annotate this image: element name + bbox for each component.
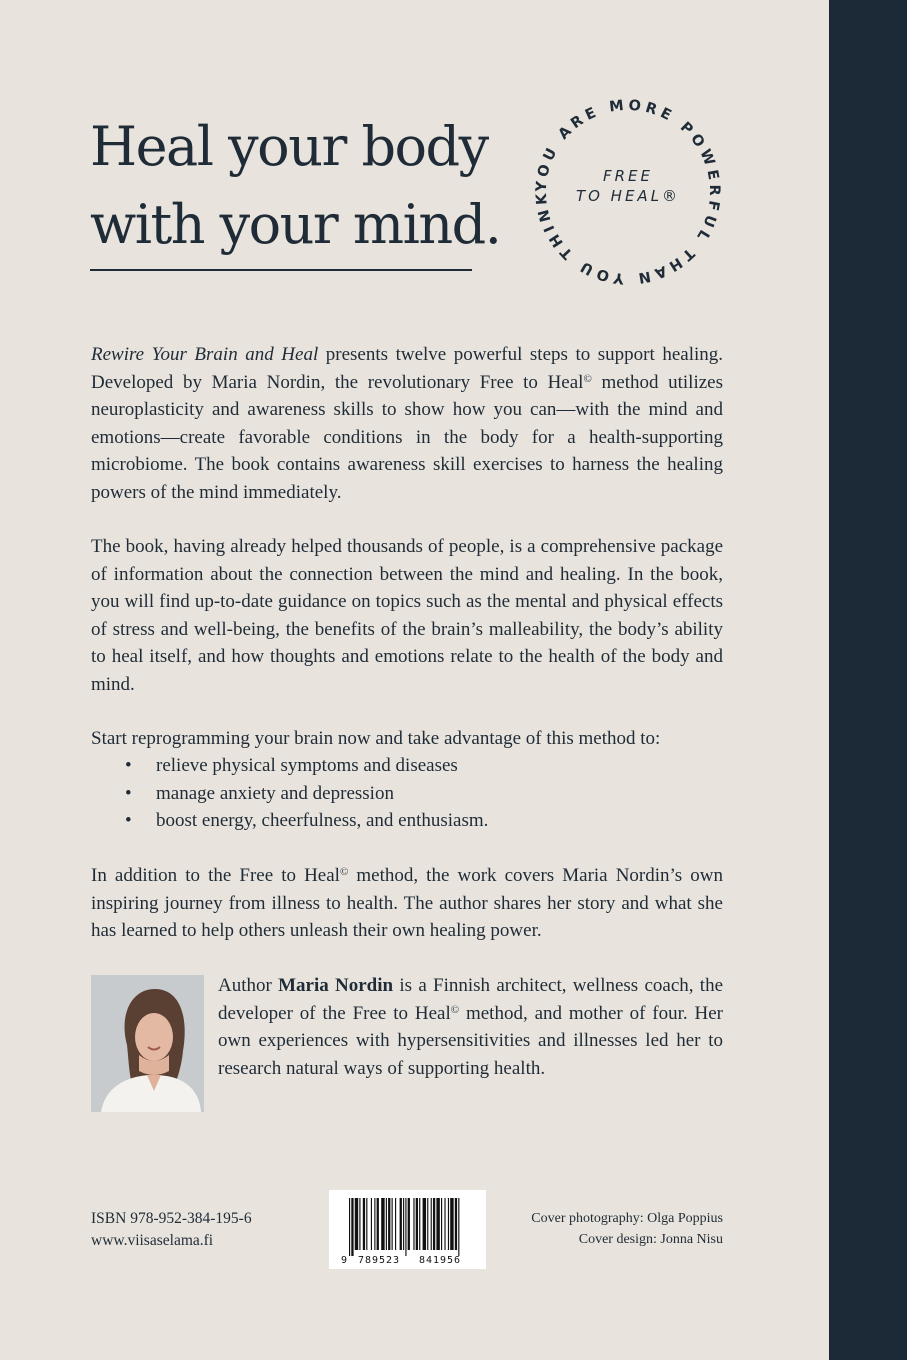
copyright-mark: © (583, 372, 592, 385)
free-to-heal-badge (518, 82, 738, 302)
paragraph-4-text-b: method, the work covers Maria Nordin’s own inspiring journey from illness to health. The author shares her story and what she has learned to help others unleash their own healing power. (91, 865, 723, 941)
benefits-list (91, 752, 723, 835)
copyright-mark: © (339, 866, 349, 878)
publisher-website: www.viisaselama.fi (91, 1232, 214, 1249)
barcode-bar (374, 1198, 375, 1250)
barcode-bar (400, 1198, 402, 1250)
barcode-bar (371, 1198, 372, 1250)
barcode-bars (349, 1198, 459, 1256)
barcode-bar (363, 1198, 365, 1250)
author-bio-prefix: Author (218, 975, 279, 996)
barcode-bar (413, 1198, 414, 1250)
description-paragraph-4 (91, 862, 723, 945)
barcode-bar (349, 1198, 350, 1256)
barcode-bar (395, 1198, 396, 1250)
author-photo (91, 975, 204, 1112)
barcode-bar (458, 1198, 459, 1256)
barcode-bar (419, 1198, 420, 1250)
headline (90, 108, 510, 264)
list-item (91, 752, 723, 780)
barcode-digit-first: 9 (341, 1255, 348, 1266)
barcode-digits-left: 789523 (357, 1255, 401, 1266)
author-bio-text-a: is a Finnish architect, wellness coach, the developer of the Free to Heal (218, 975, 724, 1024)
barcode-bar (455, 1198, 457, 1250)
barcode-bar (386, 1198, 387, 1250)
cover-design-credit: Cover design: Jonna Nisu (578, 1232, 723, 1247)
barcode-bar (408, 1198, 410, 1250)
barcode-bar (359, 1198, 360, 1250)
barcode-bar (355, 1198, 358, 1250)
description-paragraph-1 (91, 341, 723, 506)
author-portrait-graphic (91, 975, 204, 1112)
list-item (91, 807, 723, 835)
barcode-bar (366, 1198, 367, 1250)
barcode-bar (427, 1198, 428, 1250)
barcode-bar (444, 1198, 445, 1250)
book-title: Rewire Your Brain and Heal (91, 344, 319, 365)
copyright-mark: © (450, 1003, 460, 1016)
list-item (91, 780, 723, 808)
bullet-icon: • (125, 782, 132, 804)
barcode-bar (403, 1198, 404, 1250)
author-bio-text-b: method, and mother of four. Her own experiences with hypersensitivities and illnesses led her to research natural ways of supporting health. (218, 1002, 723, 1079)
description-paragraph-2: The book, having already helped thousands of people, is a comprehensive package of information about the connection between the mind and healing. In the book, you will find up-to-date guidance on topics such as the mental and physical effects of stress and well-being, the benefits of the brain’s malleability, the body’s ability to heal itself, and how thoughts and emotions relate to the health of the body and mind. (91, 536, 723, 695)
barcode-bar (381, 1198, 384, 1250)
cover-photography-credit: Cover photography: Olga Poppius (531, 1211, 723, 1226)
badge-ring-text: YOU ARE MORE POWERFUL THAN YOU THINK (533, 97, 723, 287)
paragraph-1-text-a: presents twelve powerful steps to support healing. Developed by Maria Nordin, the revolutionary Free to Heal (91, 344, 723, 393)
description-paragraph-3-intro: Start reprogramming your brain now and take advantage of this method to: (91, 728, 661, 749)
barcode-bar (423, 1198, 426, 1250)
badge-center-line-1: FREE (602, 167, 654, 185)
barcode-bar (433, 1198, 435, 1250)
badge-graphic (518, 82, 738, 302)
isbn-number: ISBN 978-952-384-195-6 (91, 1210, 252, 1227)
paragraph-4-text-a: In addition to the Free to Heal (91, 865, 340, 886)
list-item-text: relieve physical symptoms and diseases (156, 755, 458, 776)
barcode-digits-right: 841956 (418, 1255, 462, 1266)
isbn-barcode (329, 1190, 486, 1269)
barcode-bar (405, 1198, 406, 1256)
headline-line-1: Heal your body (90, 115, 488, 178)
barcode-bar (441, 1198, 442, 1250)
list-item-text: manage anxiety and depression (156, 782, 394, 804)
cover-credits (531, 1208, 723, 1250)
badge-center-line-2: TO HEAL® (575, 187, 681, 205)
book-spine (829, 0, 907, 1360)
author-bio (218, 972, 723, 1082)
list-item-text: boost energy, cheerfulness, and enthusiasm. (156, 810, 489, 831)
barcode-bar (388, 1198, 390, 1250)
barcode-bar (431, 1198, 432, 1250)
barcode-bar (377, 1198, 379, 1250)
barcode-bar (416, 1198, 418, 1250)
barcode-bar (436, 1198, 439, 1250)
paragraph-1-text-b: method utilizes neuroplasticity and awareness skills to show how you can—with the mind and emotions—create favorable conditions in the body for a health-supporting microbiome. The book contains awareness skill exercises to harness the healing powers of the mind immediately. (91, 371, 724, 503)
barcode-graphic (329, 1190, 486, 1269)
barcode-bar (392, 1198, 393, 1250)
author-name: Maria Nordin (278, 975, 394, 996)
barcode-bar (450, 1198, 453, 1250)
bullet-icon: • (125, 755, 132, 776)
publication-info (91, 1208, 252, 1252)
barcode-bar (351, 1198, 353, 1256)
bullet-icon: • (125, 810, 132, 831)
barcode-bar (448, 1198, 449, 1250)
headline-divider (90, 269, 472, 271)
headline-line-2: with your mind. (90, 193, 501, 256)
